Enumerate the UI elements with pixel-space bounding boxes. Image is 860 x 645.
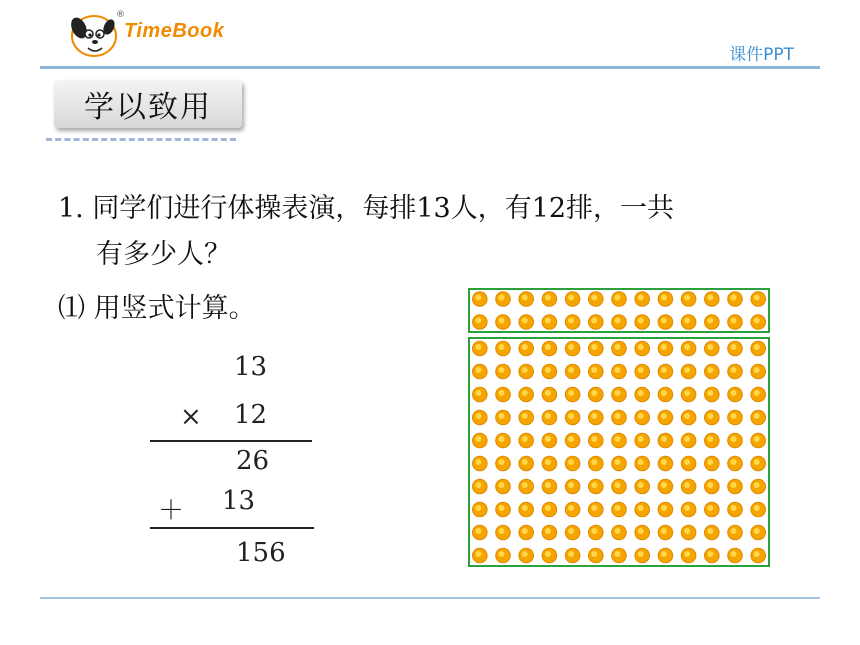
dot-highlight (615, 318, 621, 324)
dot-highlight (661, 318, 667, 324)
dot-highlight (707, 413, 713, 419)
dot-highlight (475, 459, 481, 465)
dot-highlight (499, 482, 505, 488)
dot-highlight (522, 295, 528, 301)
dot-highlight (615, 367, 621, 373)
dot-highlight (754, 295, 760, 301)
dot-highlight (499, 459, 505, 465)
dot-highlight (707, 505, 713, 511)
dot-group-bottom (468, 337, 770, 567)
dot-highlight (591, 528, 597, 534)
dot-highlight (638, 413, 644, 419)
dot-highlight (754, 413, 760, 419)
dot-highlight (707, 367, 713, 373)
dot-highlight (615, 390, 621, 396)
dot-highlight (591, 295, 597, 301)
plus-sign: ＋ (158, 496, 185, 526)
dot-highlight (638, 367, 644, 373)
logo-text: TimeBook (124, 20, 225, 42)
dot-highlight (684, 344, 690, 350)
dot-highlight (615, 413, 621, 419)
courseware-label: 课件PPT (729, 45, 794, 65)
dot-highlight (499, 390, 505, 396)
dot-highlight (754, 318, 760, 324)
dot-highlight (707, 390, 713, 396)
dot-highlight (754, 482, 760, 488)
dot-highlight (661, 295, 667, 301)
dot-highlight (615, 295, 621, 301)
dot-highlight (754, 505, 760, 511)
dot-highlight (522, 367, 528, 373)
dot-highlight (522, 482, 528, 488)
dot-highlight (731, 344, 737, 350)
dot-highlight (638, 295, 644, 301)
dot-highlight (707, 344, 713, 350)
dot-highlight (638, 318, 644, 324)
dot-highlight (731, 482, 737, 488)
dot-highlight (684, 413, 690, 419)
dot-highlight (568, 459, 574, 465)
footer-divider (40, 597, 820, 599)
dot-highlight (475, 528, 481, 534)
dot-highlight (684, 318, 690, 324)
dot-highlight (638, 344, 644, 350)
dot-highlight (684, 367, 690, 373)
dot-highlight (499, 295, 505, 301)
dot-highlight (499, 367, 505, 373)
dot-highlight (661, 482, 667, 488)
dot-highlight (522, 344, 528, 350)
dot-highlight (684, 551, 690, 557)
dot-highlight (475, 413, 481, 419)
dot-highlight (568, 505, 574, 511)
dot-highlight (499, 528, 505, 534)
dot-highlight (568, 413, 574, 419)
dot-highlight (707, 482, 713, 488)
sub-question: ⑴ 用竖式计算。 (58, 293, 256, 324)
dot-highlight (475, 482, 481, 488)
dot-highlight (475, 318, 481, 324)
dot-highlight (638, 482, 644, 488)
dot-highlight (522, 436, 528, 442)
section-dashed-underline (46, 138, 236, 141)
dot-highlight (684, 482, 690, 488)
dot-highlight (499, 344, 505, 350)
dot-highlight (615, 436, 621, 442)
dot-highlight (568, 436, 574, 442)
dot-highlight (615, 528, 621, 534)
dot-highlight (684, 436, 690, 442)
dot-highlight (545, 551, 551, 557)
dot-highlight (568, 551, 574, 557)
dot-highlight (475, 505, 481, 511)
dot-highlight (754, 528, 760, 534)
dot-highlight (661, 528, 667, 534)
dot-highlight (545, 505, 551, 511)
dot-highlight (661, 505, 667, 511)
dot-highlight (615, 459, 621, 465)
dot-highlight (707, 436, 713, 442)
dot-highlight (499, 551, 505, 557)
dot-highlight (684, 295, 690, 301)
section-title: 学以致用 (54, 80, 242, 128)
dot-highlight (522, 390, 528, 396)
dot-highlight (568, 318, 574, 324)
dot-highlight (661, 344, 667, 350)
dot-highlight (475, 551, 481, 557)
dot-highlight (638, 459, 644, 465)
problem-statement (58, 186, 818, 278)
partial-product-2: 13 (222, 486, 256, 516)
dot-highlight (591, 459, 597, 465)
dot-highlight (591, 436, 597, 442)
dot-highlight (522, 459, 528, 465)
dot-highlight (545, 367, 551, 373)
dot-highlight (707, 551, 713, 557)
dot-highlight (638, 551, 644, 557)
dot-highlight (731, 551, 737, 557)
dot-grid (470, 339, 768, 565)
dot-highlight (731, 367, 737, 373)
dot-highlight (754, 551, 760, 557)
dot-highlight (638, 528, 644, 534)
dot-highlight (638, 505, 644, 511)
dot-highlight (661, 413, 667, 419)
dot-highlight (545, 436, 551, 442)
dot-highlight (661, 551, 667, 557)
dot-highlight (591, 318, 597, 324)
dot-highlight (707, 459, 713, 465)
dot-highlight (754, 436, 760, 442)
dot-highlight (754, 367, 760, 373)
dot-highlight (545, 390, 551, 396)
dot-highlight (684, 528, 690, 534)
header-divider (40, 66, 820, 69)
dot-highlight (707, 295, 713, 301)
calc-line-2 (150, 527, 314, 529)
dot-highlight (591, 367, 597, 373)
dot-highlight (475, 344, 481, 350)
dot-highlight (545, 482, 551, 488)
timebook-logo (66, 10, 246, 60)
dot-highlight (545, 459, 551, 465)
dot-highlight (661, 390, 667, 396)
problem-line-2: 有多少人？ (96, 239, 231, 270)
dot-highlight (568, 482, 574, 488)
dot-highlight (707, 528, 713, 534)
dot-highlight (615, 551, 621, 557)
multiplier: 12 (234, 400, 268, 430)
dot-highlight (754, 459, 760, 465)
dot-highlight (568, 367, 574, 373)
dot-highlight (522, 551, 528, 557)
dot-highlight (731, 505, 737, 511)
partial-product-1: 26 (236, 446, 270, 476)
dot-highlight (615, 505, 621, 511)
problem-line-1: 1. 同学们进行体操表演，每排13人，有12排，一共 (58, 193, 675, 224)
dot-highlight (545, 344, 551, 350)
dot-highlight (499, 436, 505, 442)
dot-highlight (591, 551, 597, 557)
dot-highlight (499, 505, 505, 511)
multiplicand: 13 (234, 352, 268, 382)
dot-highlight (568, 295, 574, 301)
dot-highlight (591, 390, 597, 396)
dot-highlight (475, 390, 481, 396)
dot-highlight (522, 528, 528, 534)
dot-highlight (731, 528, 737, 534)
dot-grid (470, 290, 768, 331)
dot-highlight (591, 505, 597, 511)
dot-highlight (591, 482, 597, 488)
dot-highlight (731, 413, 737, 419)
dot-highlight (684, 459, 690, 465)
times-sign: × (180, 402, 202, 432)
dot-highlight (731, 390, 737, 396)
dot-highlight (568, 344, 574, 350)
registered-mark: ® (116, 10, 125, 20)
dot-highlight (591, 344, 597, 350)
dot-highlight (684, 390, 690, 396)
dot-highlight (545, 295, 551, 301)
dot-highlight (475, 367, 481, 373)
dot-highlight (475, 436, 481, 442)
dot-highlight (615, 482, 621, 488)
dot-highlight (499, 413, 505, 419)
dot-highlight (754, 344, 760, 350)
dot-group-top (468, 288, 770, 333)
dot-highlight (731, 459, 737, 465)
dot-highlight (638, 390, 644, 396)
dot-highlight (731, 295, 737, 301)
dot-highlight (522, 413, 528, 419)
dot-highlight (568, 528, 574, 534)
dot-highlight (754, 390, 760, 396)
dot-highlight (661, 367, 667, 373)
dot-highlight (545, 413, 551, 419)
dot-highlight (661, 436, 667, 442)
dot-highlight (522, 318, 528, 324)
dot-highlight (638, 436, 644, 442)
dot-highlight (499, 318, 505, 324)
dot-highlight (475, 295, 481, 301)
dot-highlight (684, 505, 690, 511)
dog-mascot-icon (66, 10, 122, 60)
dot-highlight (545, 318, 551, 324)
dot-highlight (615, 344, 621, 350)
dot-highlight (591, 413, 597, 419)
dot-highlight (568, 390, 574, 396)
dot-highlight (522, 505, 528, 511)
dot-highlight (661, 459, 667, 465)
dot-highlight (545, 528, 551, 534)
calc-line-1 (150, 440, 312, 442)
dot-highlight (731, 436, 737, 442)
dot-highlight (731, 318, 737, 324)
result: 156 (236, 538, 286, 568)
dot-highlight (707, 318, 713, 324)
